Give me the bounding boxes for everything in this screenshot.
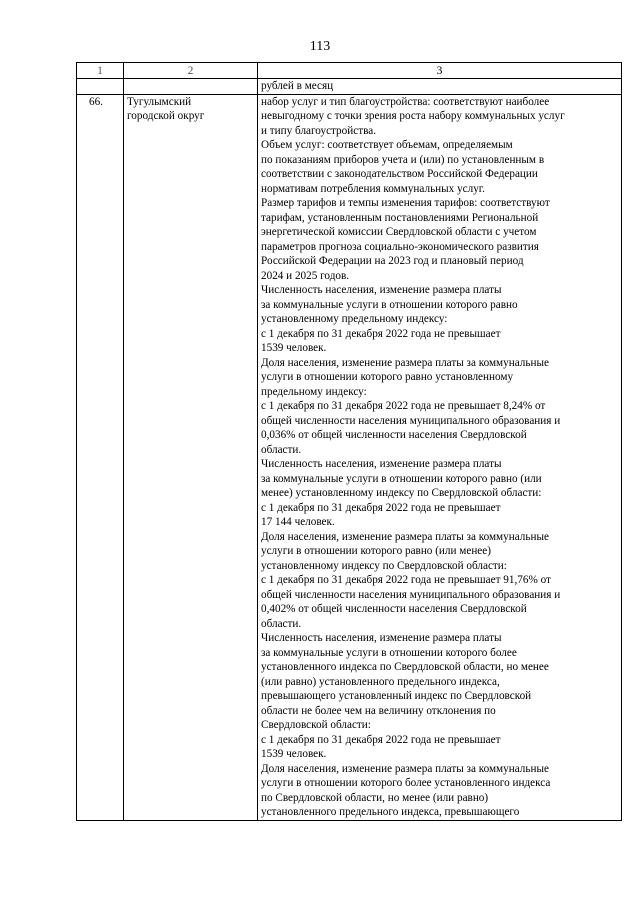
description-line: за коммунальные услуги в отношении которого более (261, 646, 517, 659)
column-header-1: 1 (77, 63, 124, 79)
description-line: услуги в отношении которого более установленного индекса (261, 777, 551, 789)
municipality-name-line: городской округ (127, 110, 205, 122)
description-line: с 1 декабря по 31 декабря 2022 года не превышает 91,76% от (261, 574, 551, 586)
description-line: с 1 декабря по 31 декабря 2022 года не превышает (261, 327, 501, 340)
description-line: области. (261, 443, 302, 456)
continuation-num-cell (77, 79, 124, 95)
municipality-name-line: Тугулымский (127, 95, 192, 108)
description-line: Размер тарифов и темпы изменения тарифов: соответствуют (261, 197, 550, 209)
description-line: и типу благоустройства. (261, 124, 376, 137)
description-line: за коммунальные услуги в отношении которого равно (или (261, 472, 542, 485)
description-line: невыгодному с точки зрения роста набору коммунальных услуг (261, 110, 565, 122)
description-line: с 1 декабря по 31 декабря 2022 года не превышает 8,24% от (261, 400, 546, 412)
description-line: области. (261, 617, 302, 630)
column-header-2: 2 (124, 63, 258, 79)
description-line: Доля населения, изменение размера платы за коммунальные (261, 356, 549, 369)
description-line: нормативам потребления коммунальных услуг. (261, 182, 485, 195)
description-line: Свердловской области: (261, 719, 371, 731)
page-number: 113 (309, 39, 331, 54)
description-line: по показаниям приборов учета и (или) по установленным в (261, 153, 545, 166)
description-line: установленного индекса по Свердловской области, но менее (261, 661, 549, 673)
description-line: 17 144 человек. (261, 516, 335, 528)
description-line: 2024 и 2025 годов. (261, 269, 350, 282)
description-line: менее) установленному индексу по Свердловской области: (261, 487, 542, 499)
description-line: Доля населения, изменение размера платы за коммунальные (261, 530, 549, 543)
description-line: соответствии с законодательством Российской Федерации (261, 168, 538, 180)
description-line: параметров прогноза социально-экономического развития (261, 240, 539, 253)
description-cell (258, 94, 622, 820)
description-line: Объем услуг: соответствует объемам, определяемым (261, 139, 513, 151)
document-table (76, 62, 622, 821)
continuation-name-cell (124, 79, 258, 95)
description-line: услуги в отношении которого равно (или менее) (261, 545, 491, 557)
description-line: установленного предельного индекса, превышающего (261, 806, 520, 818)
description-line: (или равно) установленного предельного индекса, (261, 675, 500, 688)
description-line: установленному индексу по Свердловской области: (261, 559, 507, 572)
description-line: тарифам, установленным постановлениями Региональной (261, 211, 539, 224)
description-line: с 1 декабря по 31 декабря 2022 года не превышает (261, 501, 501, 514)
description-line: Доля населения, изменение размера платы за коммунальные (261, 762, 549, 775)
description-line: 1539 человек. (261, 342, 327, 354)
table-row (77, 94, 622, 820)
column-header-3: 3 (258, 63, 622, 79)
description-line: общей численности населения муниципального образования и (261, 588, 561, 601)
description-line: услуги в отношении которого равно установленному (261, 371, 514, 383)
description-line: предельному индексу: (261, 385, 367, 398)
description-line: общей численности населения муниципального образования и (261, 414, 561, 427)
description-line: за коммунальные услуги в отношении которого равно (261, 298, 518, 311)
continuation-row (77, 79, 622, 95)
description-line: с 1 декабря по 31 декабря 2022 года не превышает (261, 733, 501, 746)
description-line: набор услуг и тип благоустройства: соответствуют наиболее (261, 95, 550, 108)
description-line: установленному предельному индексу: (261, 313, 448, 325)
description-line: Численность населения, изменение размера платы (261, 284, 502, 296)
description-line: Численность населения, изменение размера платы (261, 632, 502, 644)
description-line: области не более чем на величину отклонения по (261, 704, 496, 717)
description-line: Численность населения, изменение размера платы (261, 458, 502, 470)
municipality-name-cell (124, 94, 258, 820)
description-line: Российской Федерации на 2023 год и плановый период (261, 255, 524, 267)
description-line: превышающего установленный индекс по Свердловской (261, 690, 532, 702)
row-number-cell: 66. (77, 94, 124, 820)
continuation-text-cell: рублей в месяц (258, 79, 622, 95)
description-line: по Свердловской области, но менее (или равно) (261, 791, 489, 804)
table-header-row (77, 63, 622, 79)
description-line: 1539 человек. (261, 748, 327, 760)
description-line: 0,036% от общей численности населения Свердловской (261, 429, 527, 441)
description-line: энергетической комиссии Свердловской области с учетом (261, 226, 537, 238)
description-line: 0,402% от общей численности населения Свердловской (261, 603, 527, 615)
